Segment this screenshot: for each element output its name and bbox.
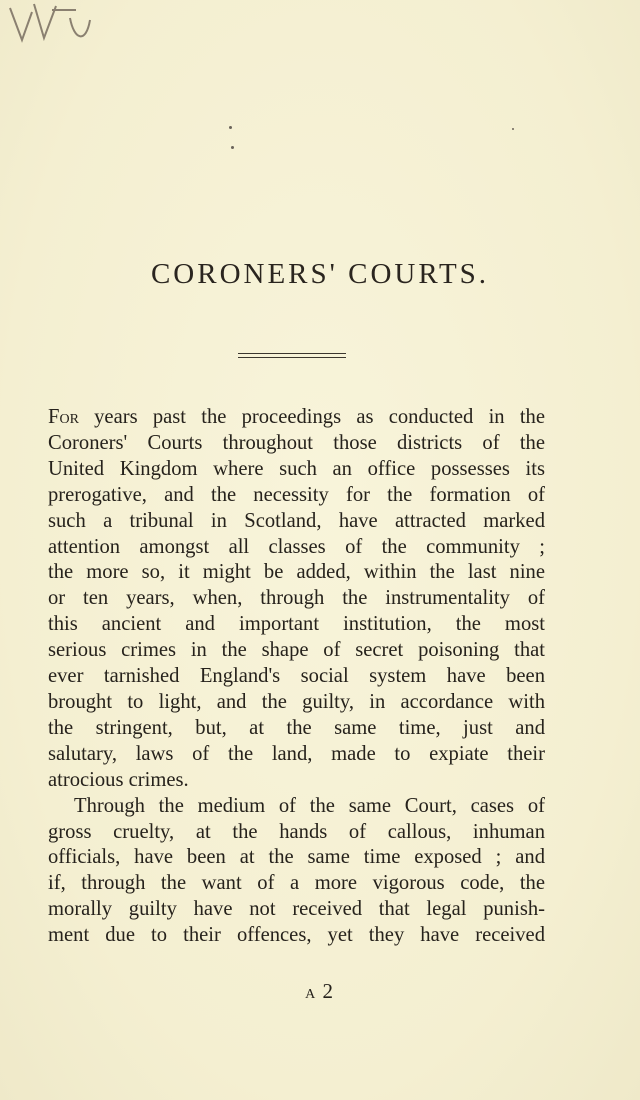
double-rule-divider bbox=[238, 353, 346, 359]
text-line: prerogative, and the necessity for the formation of bbox=[48, 483, 545, 506]
text-line: or ten years, when, through the instrumentality of bbox=[48, 587, 545, 610]
text-line: United Kingdom where such an office possesses its bbox=[48, 457, 545, 480]
signature-mark bbox=[0, 979, 640, 1004]
text-line: For years past the proceedings as conducted in the bbox=[48, 406, 545, 428]
signature-number: 2 bbox=[322, 979, 335, 1003]
handwritten-mark bbox=[4, 0, 94, 70]
body-text bbox=[48, 405, 545, 949]
text-line: gross cruelty, at the hands of callous, inhuman bbox=[48, 820, 545, 843]
text-line: brought to light, and the guilty, in accordance with bbox=[48, 690, 545, 713]
text-line: ever tarnished England's social system have been bbox=[48, 665, 545, 688]
text-line: ment due to their offences, yet they have received bbox=[48, 924, 545, 947]
text-line: Coroners' Courts throughout those districts of the bbox=[48, 431, 545, 454]
text-line: such a tribunal in Scotland, have attracted marked bbox=[48, 509, 545, 532]
text-line: this ancient and important institution, the most bbox=[48, 613, 545, 636]
text-line: the more so, it might be added, within the last nine bbox=[48, 561, 545, 584]
text-line: serious crimes in the shape of secret poisoning that bbox=[48, 639, 545, 662]
text-line: the stringent, but, at the same time, just and bbox=[48, 716, 545, 739]
opening-word: For bbox=[48, 406, 79, 428]
text-line: if, through the want of a more vigorous code, the bbox=[48, 872, 545, 895]
page-title: CORONERS' COURTS. bbox=[150, 258, 490, 290]
text-line: salutary, laws of the land, made to expiate their bbox=[48, 742, 545, 765]
text-line: attention amongst all classes of the community ; bbox=[48, 535, 545, 558]
signature-letter: A bbox=[305, 987, 316, 1002]
text-line: Through the medium of the same Court, cases of bbox=[74, 794, 545, 817]
text-line: officials, have been at the same time exposed ; and bbox=[48, 846, 545, 869]
text-line: morally guilty have not received that legal punish- bbox=[48, 898, 545, 921]
text-line: atrocious crimes. bbox=[48, 768, 189, 791]
